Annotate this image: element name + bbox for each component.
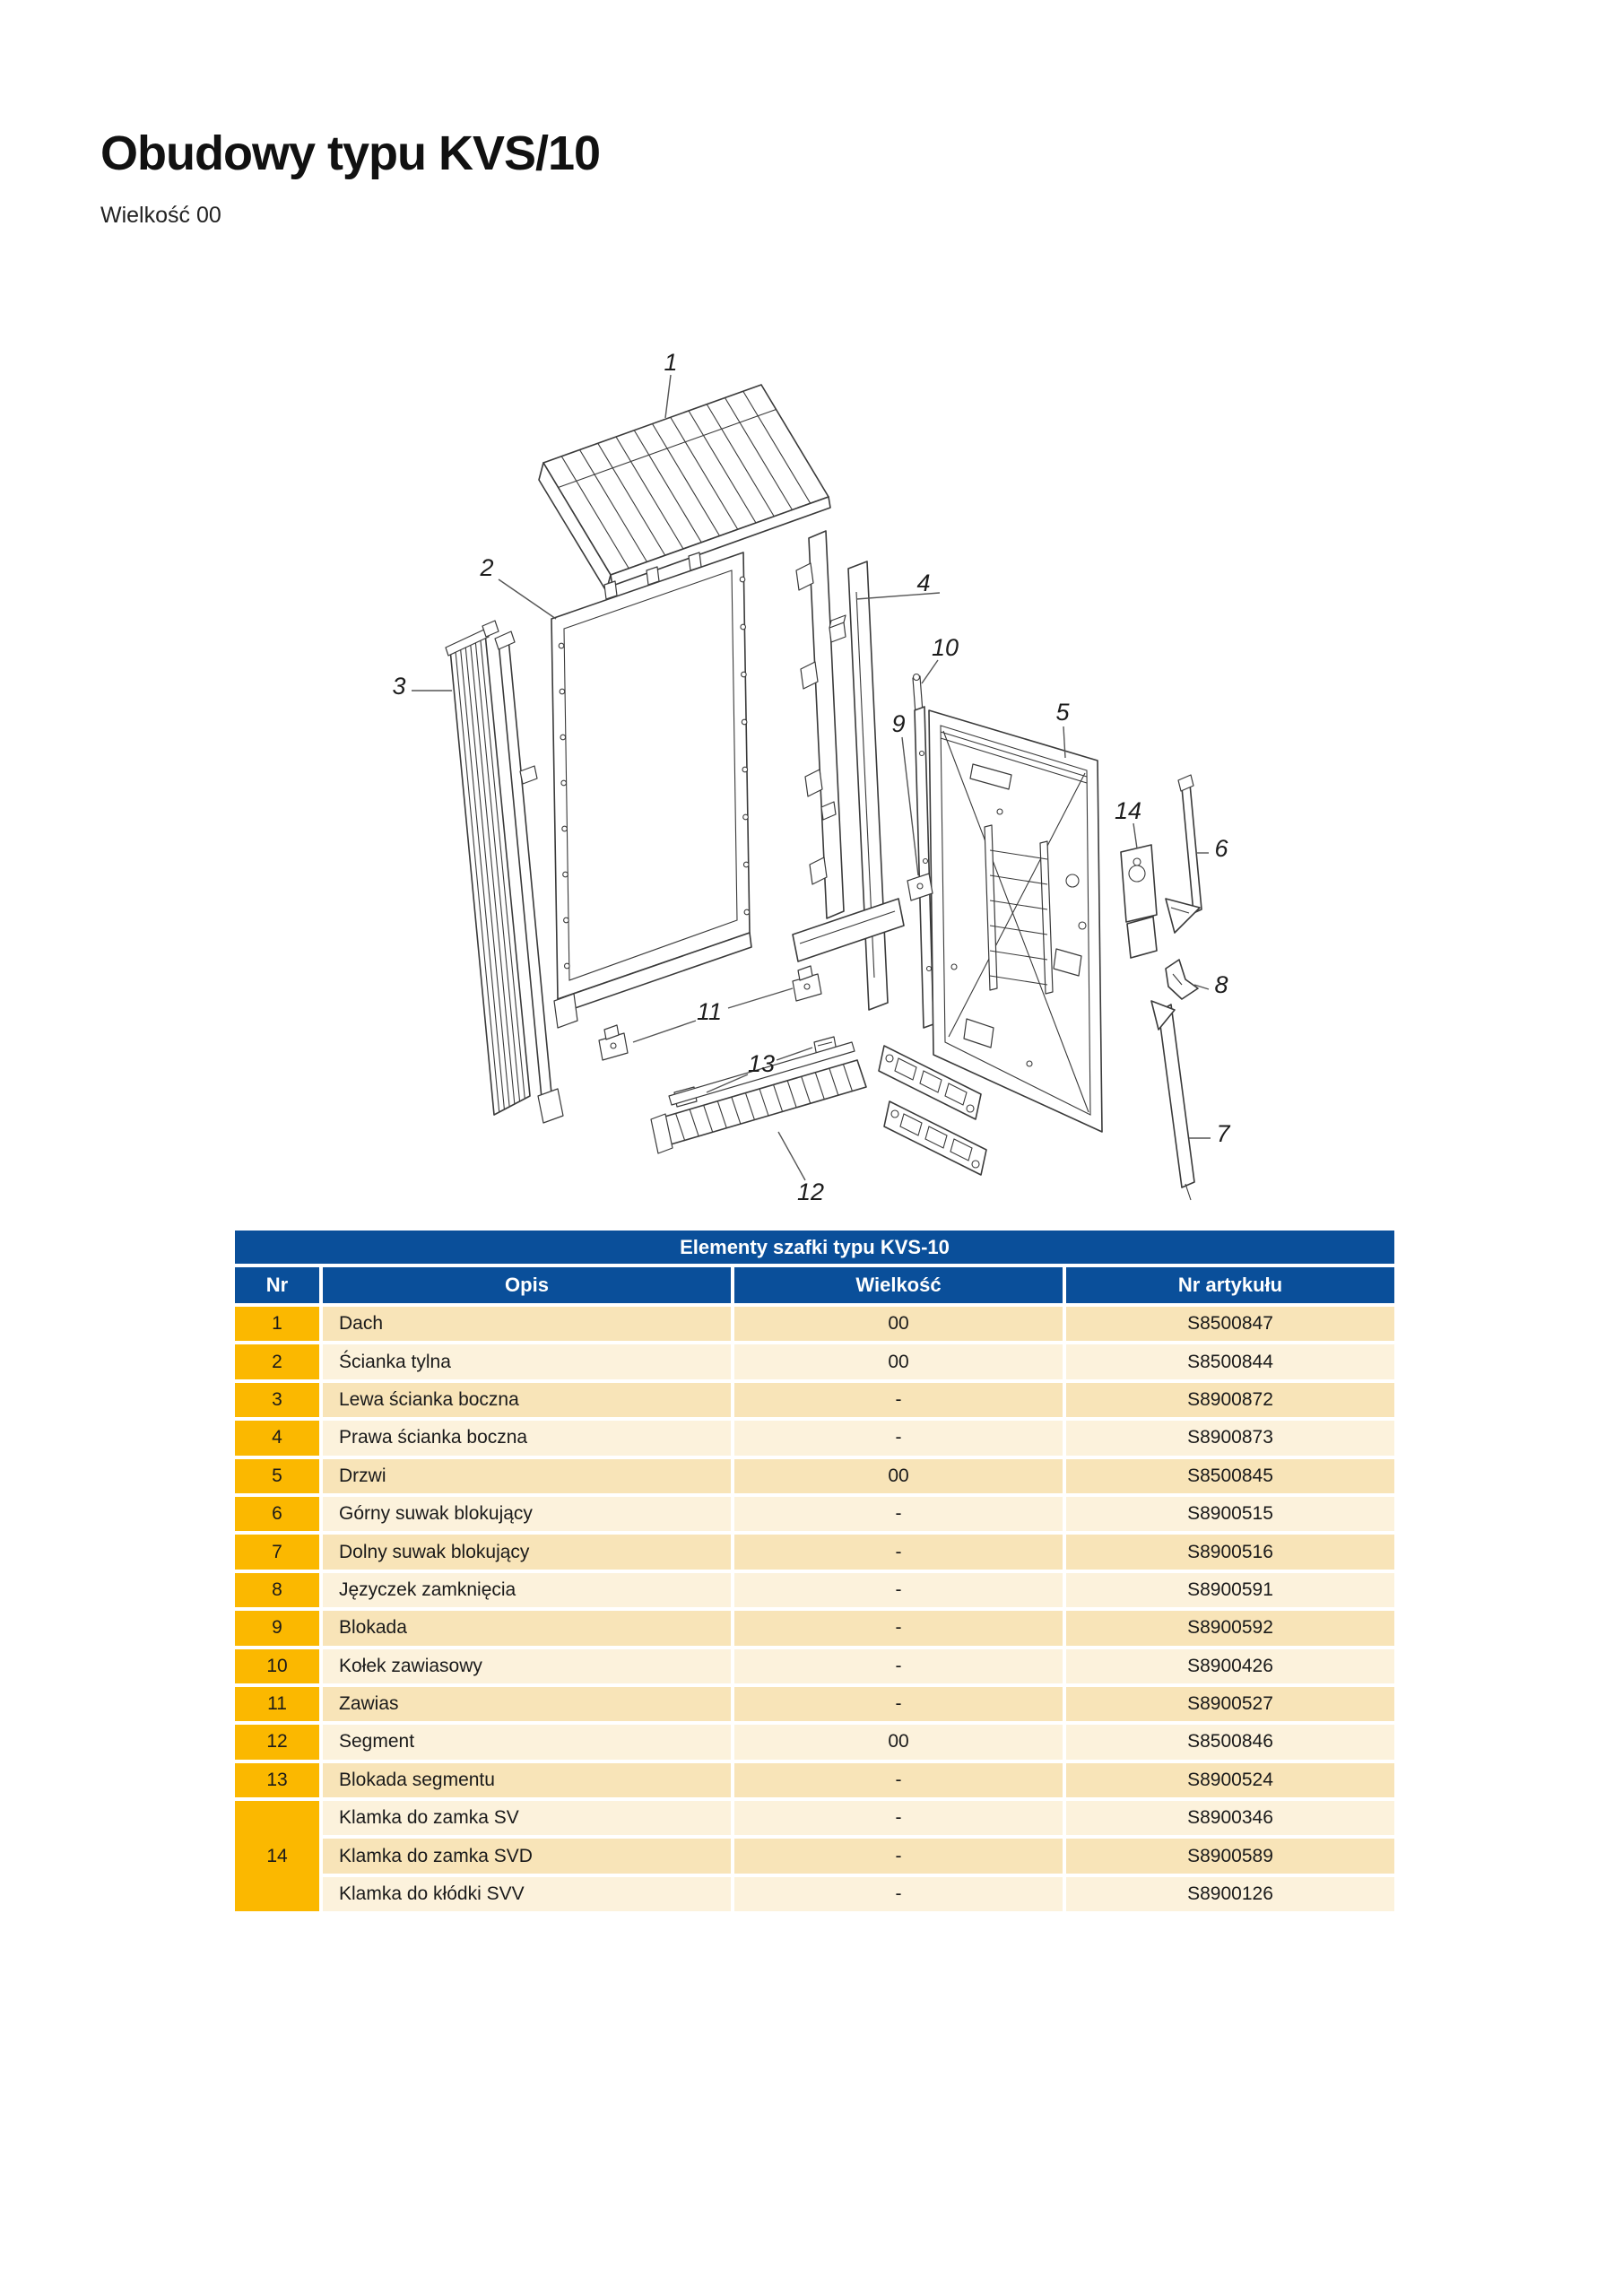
description-cell: Dolny suwak blokujący xyxy=(323,1535,731,1569)
description-cell: Dach xyxy=(323,1307,731,1341)
row-number-cell: 1 xyxy=(235,1307,319,1341)
description-cell: Blokada segmentu xyxy=(323,1763,731,1797)
article-number-cell: S8900527 xyxy=(1066,1687,1394,1721)
size-cell: - xyxy=(734,1877,1063,1911)
part-label-14: 14 xyxy=(1114,797,1142,824)
row-number-cell: 5 xyxy=(235,1459,319,1493)
size-cell: - xyxy=(734,1649,1063,1683)
description-cell: Klamka do zamka SV xyxy=(323,1801,731,1835)
leader-line-11 xyxy=(728,988,793,1008)
part-upper-slider xyxy=(1166,775,1202,933)
part-label-11: 11 xyxy=(696,998,723,1025)
size-cell: - xyxy=(734,1839,1063,1873)
description-cell: Kołek zawiasowy xyxy=(323,1649,731,1683)
column-header-2: Wielkość xyxy=(734,1267,1063,1303)
part-label-6: 6 xyxy=(1214,835,1228,862)
description-cell: Zawias xyxy=(323,1687,731,1721)
article-number-cell: S8900126 xyxy=(1066,1877,1394,1911)
leader-line-12 xyxy=(778,1132,805,1180)
row-number-cell: 6 xyxy=(235,1497,319,1531)
part-lower-slider xyxy=(1151,1001,1194,1200)
description-cell: Klamka do kłódki SVV xyxy=(323,1877,731,1911)
size-cell: - xyxy=(734,1687,1063,1721)
part-tongue xyxy=(1166,960,1198,999)
size-cell: - xyxy=(734,1573,1063,1607)
part-label-3: 3 xyxy=(392,673,406,700)
row-number-cell: 13 xyxy=(235,1763,319,1797)
row-number-cell: 12 xyxy=(235,1725,319,1759)
description-cell: Języczek zamknięcia xyxy=(323,1573,731,1607)
size-cell: - xyxy=(734,1383,1063,1417)
part-door xyxy=(915,707,1102,1132)
size-cell: - xyxy=(734,1763,1063,1797)
size-cell: - xyxy=(734,1421,1063,1455)
parts-table xyxy=(235,1231,1394,1911)
article-number-cell: S8900872 xyxy=(1066,1383,1394,1417)
part-label-4: 4 xyxy=(916,570,931,596)
article-number-cell: S8500847 xyxy=(1066,1307,1394,1341)
description-cell: Ścianka tylna xyxy=(323,1344,731,1378)
column-header-0: Nr xyxy=(235,1267,319,1303)
article-number-cell: S8500846 xyxy=(1066,1725,1394,1759)
part-roof xyxy=(539,385,830,591)
part-back-wall xyxy=(551,552,751,1028)
exploded-diagram xyxy=(359,341,1318,1220)
row-number-cell: 8 xyxy=(235,1573,319,1607)
row-number-cell: 3 xyxy=(235,1383,319,1417)
size-cell: 00 xyxy=(734,1459,1063,1493)
description-cell: Prawa ścianka boczna xyxy=(323,1421,731,1455)
column-header-1: Opis xyxy=(323,1267,731,1303)
leader-line-2 xyxy=(499,579,556,619)
article-number-cell: S8900346 xyxy=(1066,1801,1394,1835)
row-number-cell: 4 xyxy=(235,1421,319,1455)
part-label-8: 8 xyxy=(1214,971,1228,998)
table-header-row xyxy=(235,1267,1394,1303)
row-number-cell: 7 xyxy=(235,1535,319,1569)
description-cell: Blokada xyxy=(323,1611,731,1645)
article-number-cell: S8900524 xyxy=(1066,1763,1394,1797)
article-number-cell: S8900592 xyxy=(1066,1611,1394,1645)
leader-line-14 xyxy=(1133,823,1137,848)
description-cell: Drzwi xyxy=(323,1459,731,1493)
size-cell: 00 xyxy=(734,1307,1063,1341)
article-number-cell: S8900591 xyxy=(1066,1573,1394,1607)
row-number-cell: 9 xyxy=(235,1611,319,1645)
exploded-diagram-svg xyxy=(359,341,1318,1220)
part-label-2: 2 xyxy=(480,554,494,581)
article-number-cell: S8900589 xyxy=(1066,1839,1394,1873)
description-cell: Lewa ścianka boczna xyxy=(323,1383,731,1417)
description-cell: Segment xyxy=(323,1725,731,1759)
column-header-3: Nr artykułu xyxy=(1066,1267,1394,1303)
part-label-10: 10 xyxy=(931,634,959,661)
row-number-cell: 2 xyxy=(235,1344,319,1378)
leader-line-1 xyxy=(665,375,671,418)
page-title: Obudowy typu KVS/10 xyxy=(100,126,601,181)
size-cell: - xyxy=(734,1801,1063,1835)
row-number-cell: 14 xyxy=(235,1801,319,1911)
part-label-9: 9 xyxy=(891,710,906,737)
article-number-cell: S8900515 xyxy=(1066,1497,1394,1531)
description-cell: Klamka do zamka SVD xyxy=(323,1839,731,1873)
row-number-cell: 10 xyxy=(235,1649,319,1683)
article-number-cell: S8500844 xyxy=(1066,1344,1394,1378)
description-cell: Górny suwak blokujący xyxy=(323,1497,731,1531)
part-right-panel xyxy=(793,531,904,1010)
part-label-12: 12 xyxy=(796,1178,825,1205)
part-label-13: 13 xyxy=(747,1050,776,1077)
leader-line-10 xyxy=(922,660,938,683)
page-subtitle: Wielkość 00 xyxy=(100,203,221,228)
article-number-cell: S8900426 xyxy=(1066,1649,1394,1683)
part-label-7: 7 xyxy=(1216,1120,1230,1147)
part-label-5: 5 xyxy=(1055,699,1070,726)
table-body xyxy=(235,1307,1394,1911)
part-label-1: 1 xyxy=(664,349,678,376)
article-number-cell: S8500845 xyxy=(1066,1459,1394,1493)
part-left-panel xyxy=(446,621,563,1123)
size-cell: 00 xyxy=(734,1725,1063,1759)
size-cell: - xyxy=(734,1535,1063,1569)
part-handle xyxy=(1121,845,1157,958)
leader-line-11 xyxy=(633,1021,696,1042)
article-number-cell: S8900516 xyxy=(1066,1535,1394,1569)
size-cell: 00 xyxy=(734,1344,1063,1378)
row-number-cell: 11 xyxy=(235,1687,319,1721)
table-title: Elementy szafki typu KVS-10 xyxy=(235,1231,1394,1264)
size-cell: - xyxy=(734,1611,1063,1645)
article-number-cell: S8900873 xyxy=(1066,1421,1394,1455)
size-cell: - xyxy=(734,1497,1063,1531)
